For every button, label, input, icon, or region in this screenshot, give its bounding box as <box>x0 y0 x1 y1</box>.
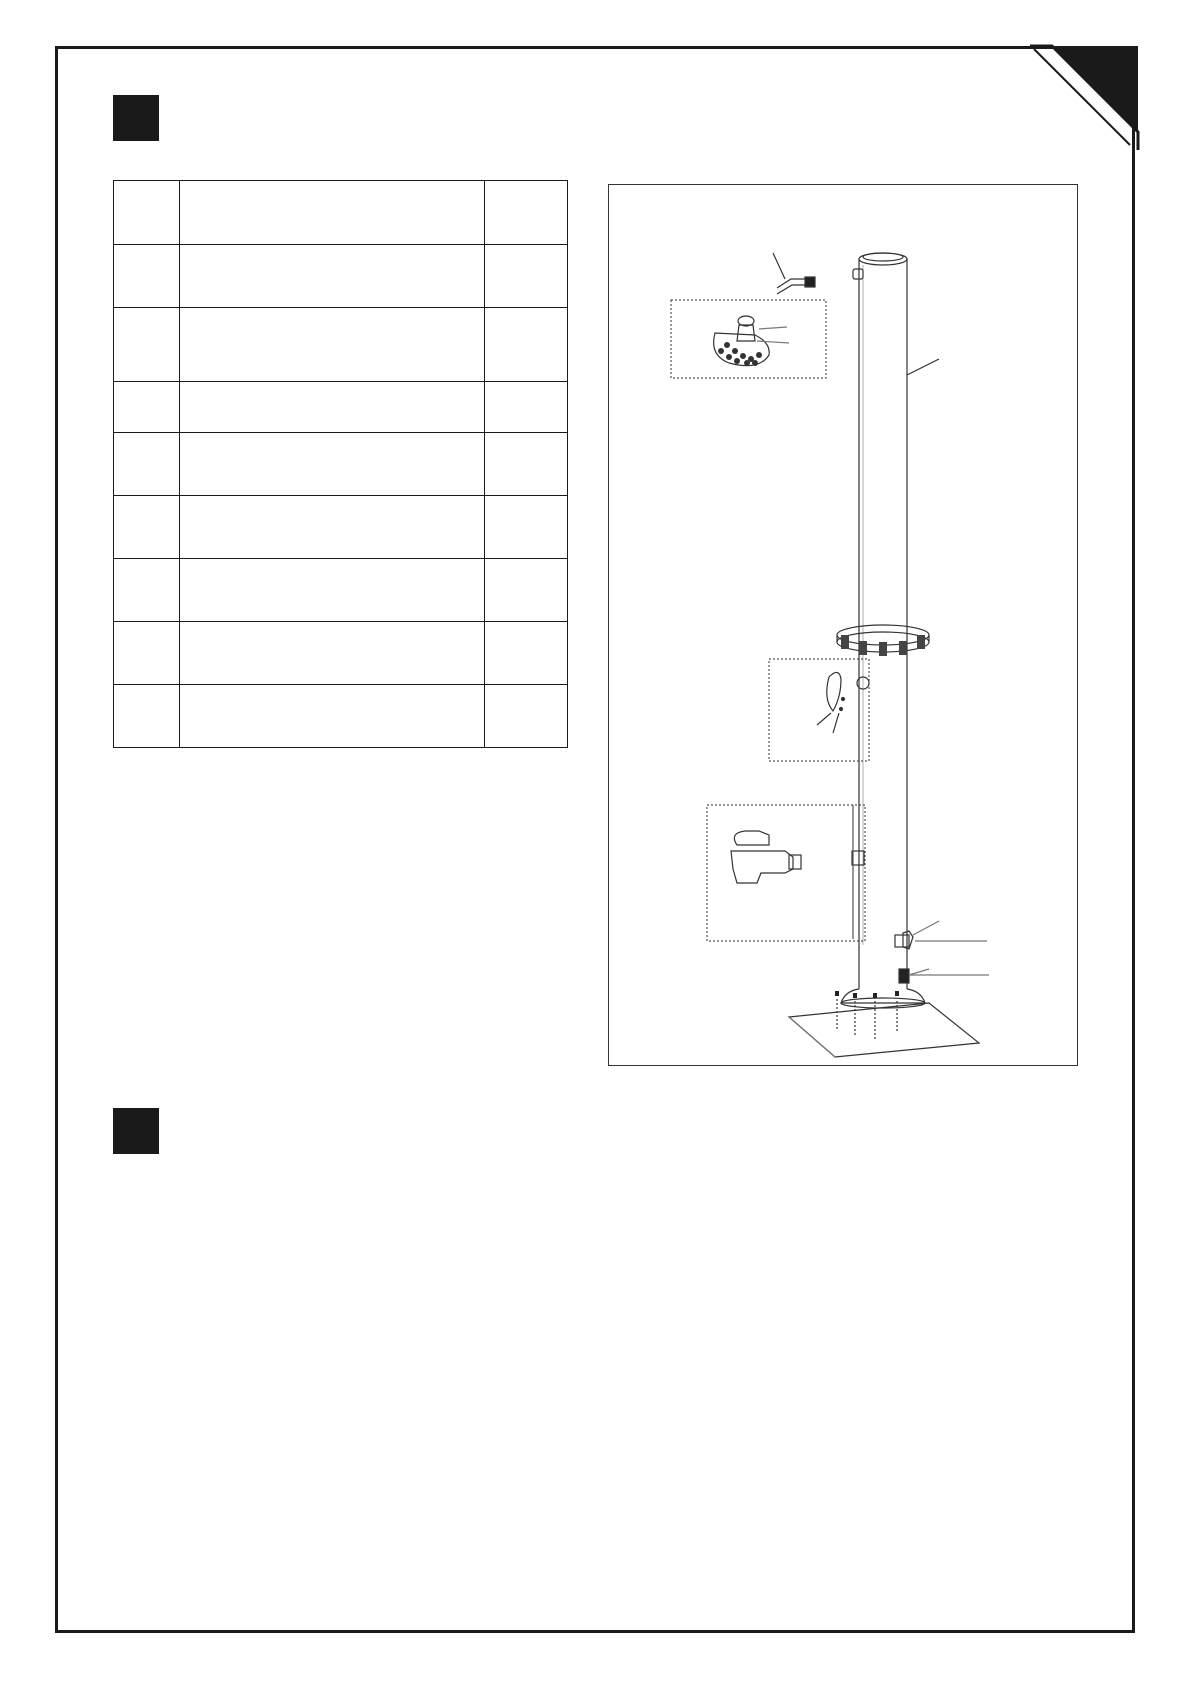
table-row <box>114 559 568 622</box>
parts-table-header-row <box>114 181 568 245</box>
table-row <box>114 622 568 685</box>
tap-drawing <box>731 831 864 883</box>
cell-quantity <box>485 382 568 433</box>
cell-description <box>180 496 485 559</box>
cell-quantity <box>485 622 568 685</box>
header-no <box>114 181 180 245</box>
shower-head-drawing <box>714 316 789 366</box>
header-quantity <box>485 181 568 245</box>
cell-description <box>180 245 485 308</box>
table-row <box>114 245 568 308</box>
cell-quantity <box>485 433 568 496</box>
cell-no <box>114 496 180 559</box>
cell-no <box>114 685 180 748</box>
table-row <box>114 433 568 496</box>
section-2-marker <box>113 1108 159 1154</box>
inlet-connector-drawing <box>899 969 989 983</box>
parts-table <box>113 180 568 748</box>
locking-ring-drawing <box>837 625 929 656</box>
cell-no <box>114 382 180 433</box>
cell-description <box>180 559 485 622</box>
table-row <box>114 382 568 433</box>
cell-quantity <box>485 685 568 748</box>
cell-description <box>180 433 485 496</box>
cell-description <box>180 308 485 382</box>
cell-no <box>114 622 180 685</box>
diagram-svg <box>609 185 1079 1067</box>
cell-no <box>114 559 180 622</box>
table-row <box>114 308 568 382</box>
base-plate-drawing <box>789 989 979 1057</box>
cell-no <box>114 245 180 308</box>
cell-description <box>180 685 485 748</box>
corner-tab <box>1030 40 1140 150</box>
main-column-drawing <box>859 253 907 989</box>
cell-quantity <box>485 245 568 308</box>
cell-description <box>180 622 485 685</box>
mixer-lever-inset <box>769 659 869 761</box>
shower-head-inset <box>671 300 826 378</box>
cell-quantity <box>485 308 568 382</box>
exploded-diagram <box>608 184 1078 1066</box>
shower-arm-drawing <box>773 253 815 294</box>
header-description <box>180 181 485 245</box>
section-1-marker <box>113 95 159 141</box>
drain-valve-drawing <box>895 921 987 949</box>
cell-quantity <box>485 559 568 622</box>
table-row <box>114 496 568 559</box>
cell-no <box>114 308 180 382</box>
mixer-lever-drawing <box>817 672 869 733</box>
cell-quantity <box>485 496 568 559</box>
cell-description <box>180 382 485 433</box>
cell-no <box>114 433 180 496</box>
table-row <box>114 685 568 748</box>
